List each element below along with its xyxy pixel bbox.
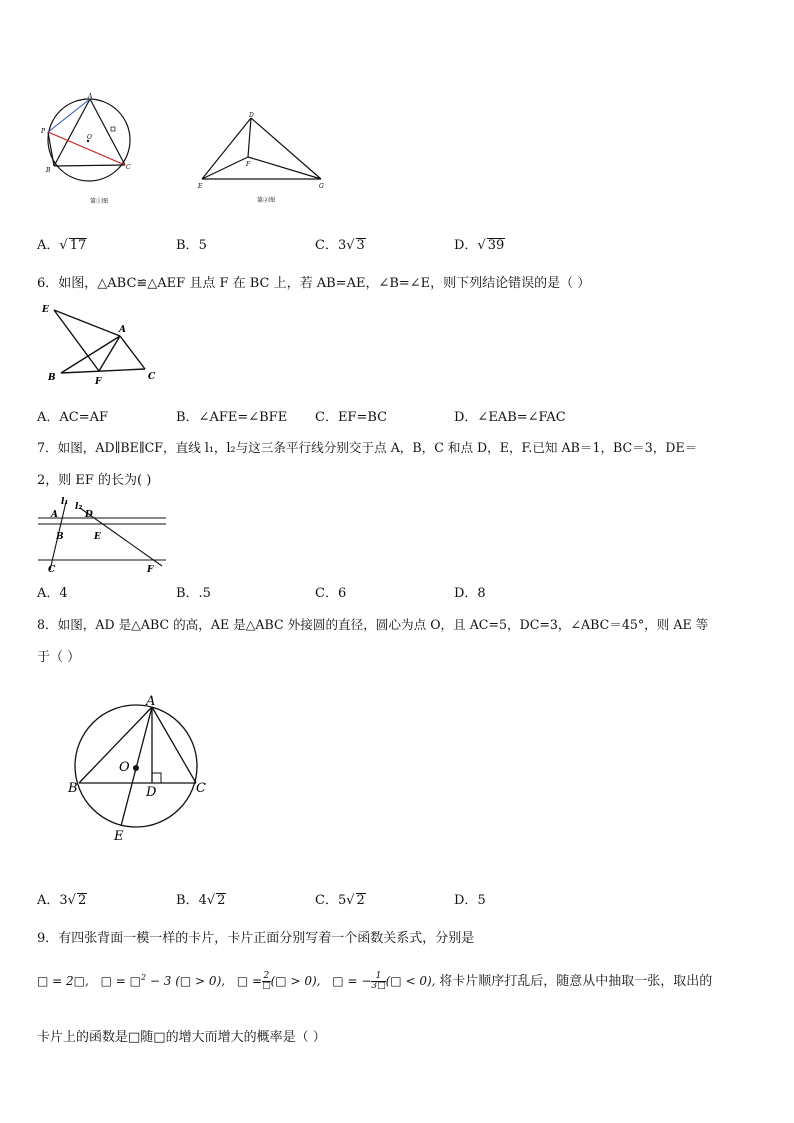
q7-line-1: 7．如图，AD∥BE∥CF，直线 l₁，l₂与这三条平行线分别交于点 A，B，C 和点 D，E，F.已知 AB＝1，BC＝3，DE＝ [37,440,698,455]
q7-option-c: C．6 [315,586,347,601]
q5f1-label-P: P [41,128,46,135]
q8-label-A: A [146,694,156,709]
q8-option-d: D．5 [454,893,486,908]
q6-label-E: E [42,305,49,315]
q6-stem: 6．如图，△ABC≌△AEF 且点 F 在 BC 上，若 AB=AE，∠B=∠E，则下列结论错误的是（ ） [37,276,591,291]
q9-line-1: 9．有四张背面一模一样的卡片，卡片正面分别写着一个函数关系式，分别是 [37,931,475,946]
q7-label-l2: l₂ [75,502,83,512]
q5f2-caption: 第②图 [257,197,276,204]
q5f2-label-F: F [246,161,251,168]
q9-line-2-tail: 将卡片顺序打乱后，随意从中抽取一张，取出的 [439,974,713,989]
q7-option-d: D．8 [454,586,486,601]
q7-label-A: A [51,510,58,520]
q5-option-c: C．3√ 3 [315,238,365,253]
q5f1-label-O: O [87,134,92,141]
q8-option-c: C．5√ 2 [315,893,365,908]
q7-option-b: B．.5 [176,586,211,601]
q7-line-2: 2，则 EF 的长为( ) [37,473,152,488]
q9-line-3: 卡片上的函数是□随□的增大而增大的概率是（ ） [37,1030,326,1045]
q6-option-c: C．EF=BC [315,410,388,425]
q8-label-O: O [119,760,130,775]
q9-func-2: □ = □$^2$ − 3 (□ > 0), [100,973,226,988]
q8-line-1: 8．如图，AD 是△ABC 的高，AE 是△ABC 外接圆的直径，圆心为点 O，且 AC=5，DC=3，∠ABC＝45°，则 AE 等 [37,617,709,632]
q6-option-d: D．∠EAB=∠FAC [454,410,566,425]
q5f1-caption: 第①图 [90,198,109,205]
q5f2-label-E: E [198,183,203,190]
q5f1-label-B: B [46,167,51,174]
q7-label-E: E [94,532,101,542]
q5-option-b: B．5 [176,238,207,253]
q8-label-E: E [114,829,124,844]
q6-label-A: A [119,325,126,335]
q7-figure [36,494,171,574]
q8-label-C: C [196,781,206,796]
q5-option-b-value: 5 [198,238,207,253]
q7-option-a: A．4 [37,586,68,601]
q9-func-1: □ = 2□, [37,974,89,988]
q8-label-B: B [68,781,78,796]
q7-label-D: D [85,510,93,520]
q7-label-C: C [48,565,56,574]
q8-label-D: D [146,785,157,800]
q8-figure [60,690,220,845]
q5f1-label-A: A [88,93,93,100]
q7-label-F: F [147,565,154,574]
q5-option-a-radicand: 17 [69,238,87,253]
q6-label-C: C [148,372,156,382]
q8-line-2: 于（ ） [37,650,81,665]
q5f2-label-G: G [319,183,324,190]
q6-figure [38,298,163,393]
q5-option-a: A．√ 17 [37,238,87,253]
q9-line-2 [37,970,712,991]
q6-option-a: A．AC=AF [37,410,109,425]
q9-func-4: □ = − $\frac{1}{3□}$ (□ < 0), [332,971,436,991]
q8-option-a: A．3√ 2 [37,893,87,908]
q5-figure-1 [30,90,140,215]
q5f1-label-C: C [126,164,131,171]
q7-label-B: B [56,532,64,542]
q7-label-l1: l₁ [61,497,69,507]
q6-option-b: B．∠AFE=∠BFE [176,410,288,425]
q5-option-d: D．√ 39 [454,238,505,253]
q9-func-3: □ = $\frac{2}{□}$ (□ > 0), [236,971,321,991]
q6-label-F: F [95,377,102,387]
q5-figure-2 [195,108,335,208]
q8-option-b: B．4√ 2 [176,893,226,908]
q5f2-label-D: D [249,112,254,119]
q6-label-B: B [48,373,56,383]
